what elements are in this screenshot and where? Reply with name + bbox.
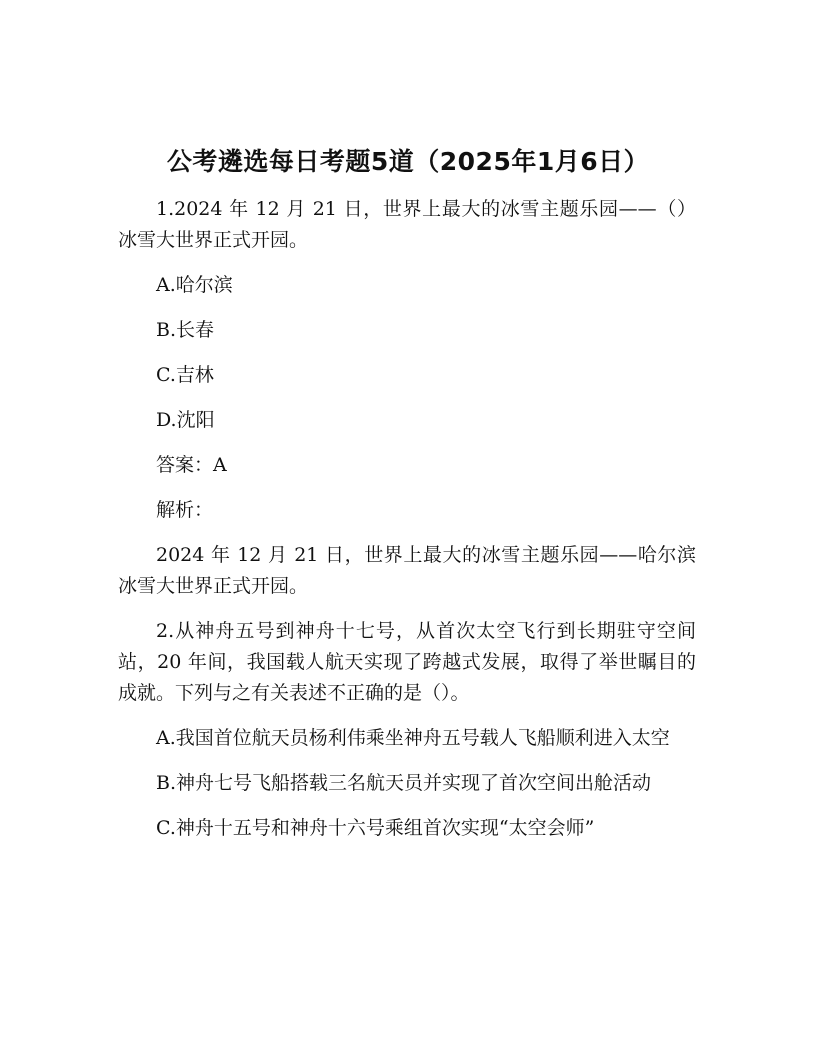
question-2-stem: 2.从神舟五号到神舟十七号，从首次太空飞行到长期驻守空间站，20 年间，我国载人航天实现了跨越式发展，取得了举世瞩目的成就。下列与之有关表述不正确的是（）。 xyxy=(118,620,696,704)
question-1-option-b: B.长春 xyxy=(156,319,215,341)
question-1-stem: 1.2024 年 12 月 21 日，世界上最大的冰雪主题乐园——（）冰雪大世界正式开园。 xyxy=(118,198,696,251)
question-1-option-d: D.沈阳 xyxy=(156,409,215,431)
question-2-option-b: B.神舟七号飞船搭载三名航天员并实现了首次空间出舱活动 xyxy=(156,772,652,794)
page-title: 公考遴选每日考题5道（2025年1月6日） xyxy=(166,147,650,176)
question-1-answer: 答案：A xyxy=(156,454,227,476)
question-1-option-c: C.吉林 xyxy=(156,364,214,386)
question-1-analysis-label: 解析： xyxy=(156,499,214,521)
question-1-option-a: A.哈尔滨 xyxy=(156,274,233,296)
question-2-option-a: A.我国首位航天员杨利伟乘坐神舟五号载人飞船顺利进入太空 xyxy=(156,727,670,749)
document-body xyxy=(118,194,696,858)
question-2-option-c: C.神舟十五号和神舟十六号乘组首次实现“太空会师” xyxy=(156,817,595,839)
question-1-analysis: 2024 年 12 月 21 日，世界上最大的冰雪主题乐园——哈尔滨冰雪大世界正式开园。 xyxy=(118,544,696,597)
